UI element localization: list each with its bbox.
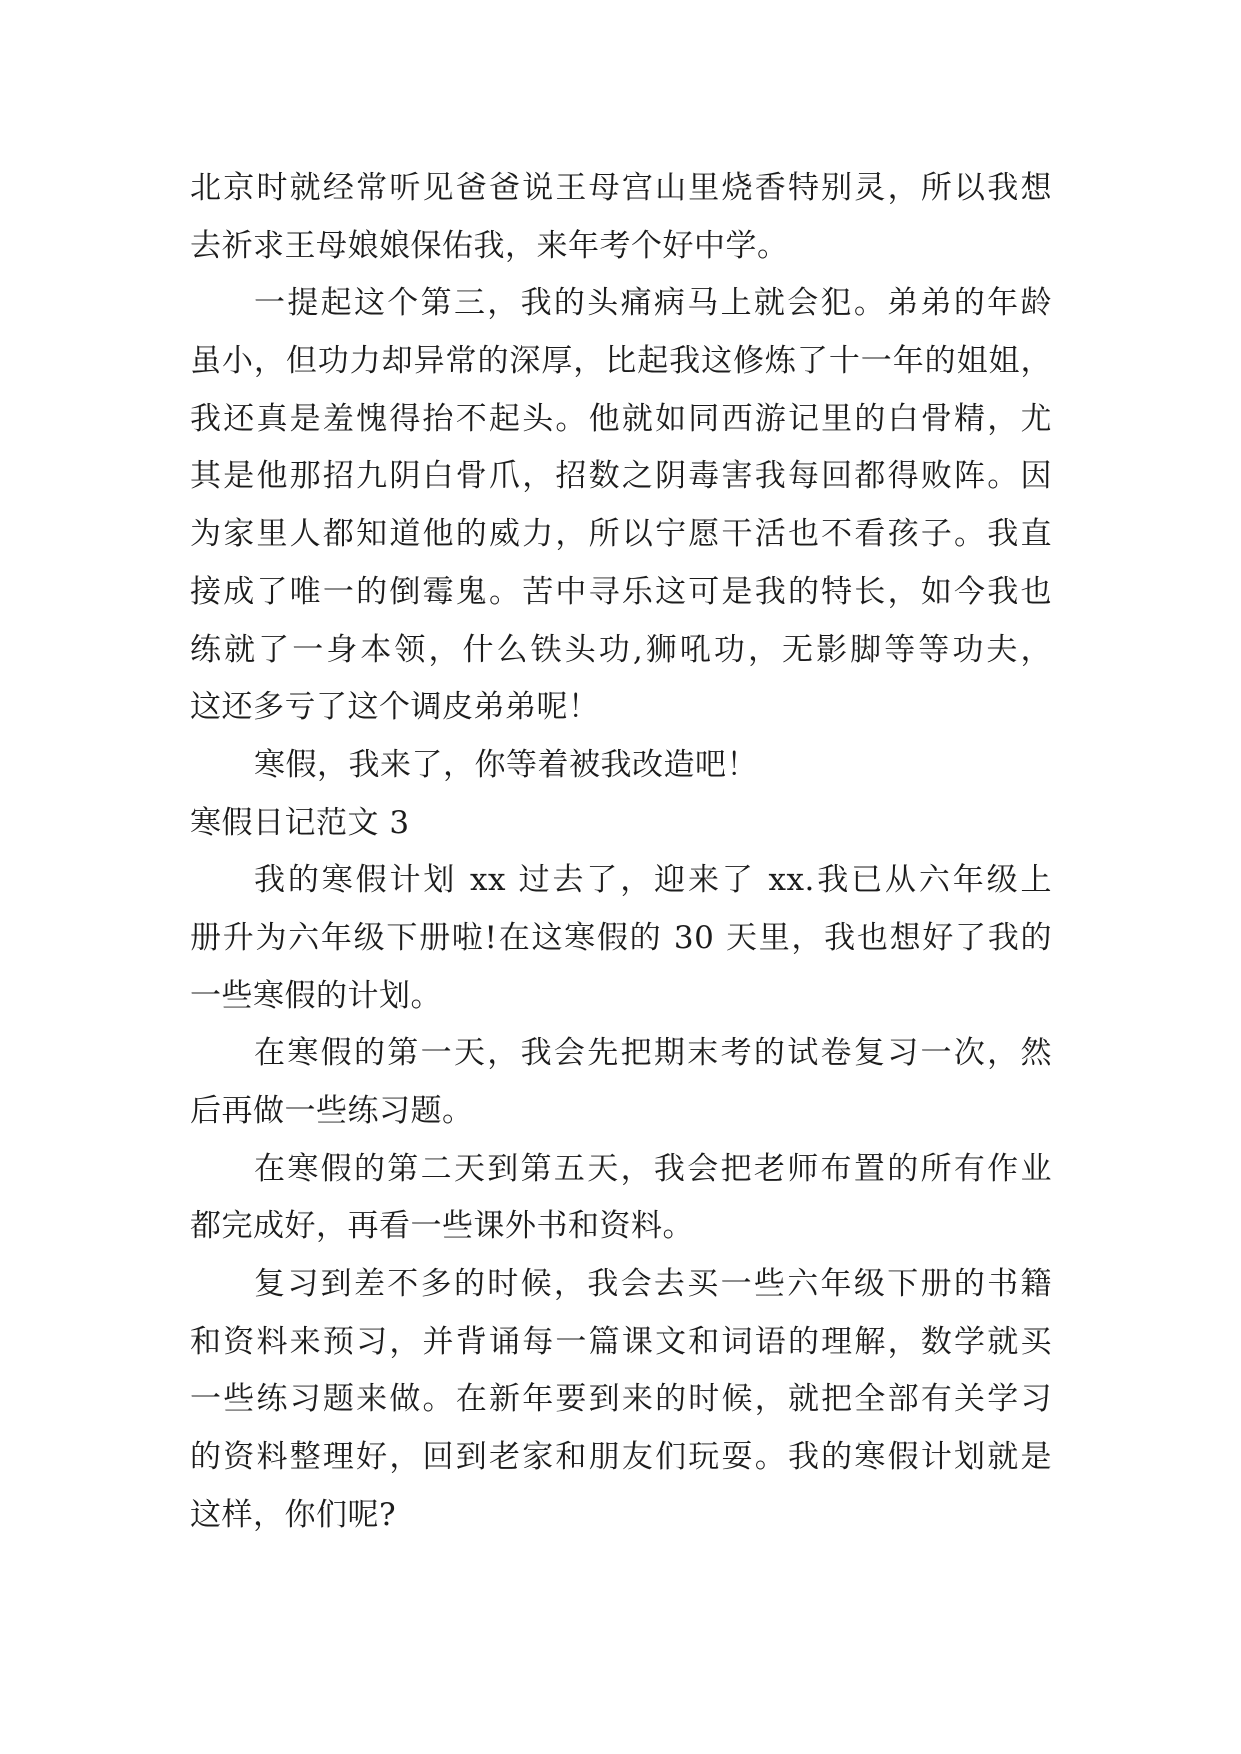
text-line: 在寒假的第一天，我会先把期末考的试卷复习一次，然 [254, 1035, 1052, 1072]
text-line: 复习到差不多的时候，我会去买一些六年级下册的书籍 [254, 1266, 1052, 1303]
text-line: 的资料整理好，回到老家和朋友们玩耍。我的寒假计划就是 [190, 1439, 1052, 1476]
paragraph-brother [190, 275, 1052, 737]
text-line: 去祈求王母娘娘保佑我，来年考个好中学。 [190, 227, 789, 264]
paragraph-winter-break-here [190, 737, 1052, 795]
section-heading [190, 795, 1052, 853]
text-line: 后再做一些练习题。 [190, 1093, 474, 1129]
paragraph-day-one [190, 1025, 1052, 1140]
paragraph-plan-intro [190, 852, 1052, 1025]
text-line: 这还多亏了这个调皮弟弟呢！ [190, 689, 600, 726]
text-line: 我还真是羞愧得抬不起头。他就如同西游记里的白骨精，尤 [190, 400, 1052, 437]
paragraph-continuation [190, 160, 1052, 275]
text-line: 一些寒假的计划。 [190, 977, 442, 1014]
text-line: 练就了一身本领，什么铁头功,狮吼功，无影脚等等功夫， [190, 631, 1052, 668]
text-line: 和资料来预习，并背诵每一篇课文和词语的理解，数学就买 [190, 1323, 1052, 1360]
text-line: 接成了唯一的倒霉鬼。苦中寻乐这可是我的特长，如今我也 [190, 573, 1052, 610]
text-line: 这样，你们呢? [190, 1496, 397, 1533]
paragraph-review [190, 1256, 1052, 1544]
document-body [190, 160, 1052, 1545]
text-line: 寒假，我来了，你等着被我改造吧！ [254, 746, 758, 783]
text-line: 一提起这个第三，我的头痛病马上就会犯。弟弟的年龄 [254, 285, 1052, 322]
text-line: 我的寒假计划 xx 过去了，迎来了 xx.我已从六年级上 [254, 862, 1052, 899]
text-line: 一些练习题来做。在新年要到来的时候，就把全部有关学习 [190, 1381, 1052, 1418]
paragraph-days-two-five [190, 1141, 1052, 1256]
text-line: 册升为六年级下册啦!在这寒假的 30 天里，我也想好了我的 [190, 919, 1052, 956]
section-title: 寒假日记范文 3 [190, 804, 410, 841]
text-line: 虽小，但功力却异常的深厚，比起我这修炼了十一年的姐姐， [190, 343, 1052, 380]
text-line: 都完成好，再看一些课外书和资料。 [190, 1208, 694, 1245]
text-line: 北京时就经常听见爸爸说王母宫山里烧香特别灵，所以我想 [190, 170, 1052, 206]
text-line: 在寒假的第二天到第五天，我会把老师布置的所有作业 [254, 1150, 1052, 1187]
text-line: 其是他那招九阴白骨爪，招数之阴毒害我每回都得败阵。因 [190, 458, 1052, 495]
text-line: 为家里人都知道他的威力，所以宁愿干活也不看孩子。我直 [190, 516, 1052, 553]
